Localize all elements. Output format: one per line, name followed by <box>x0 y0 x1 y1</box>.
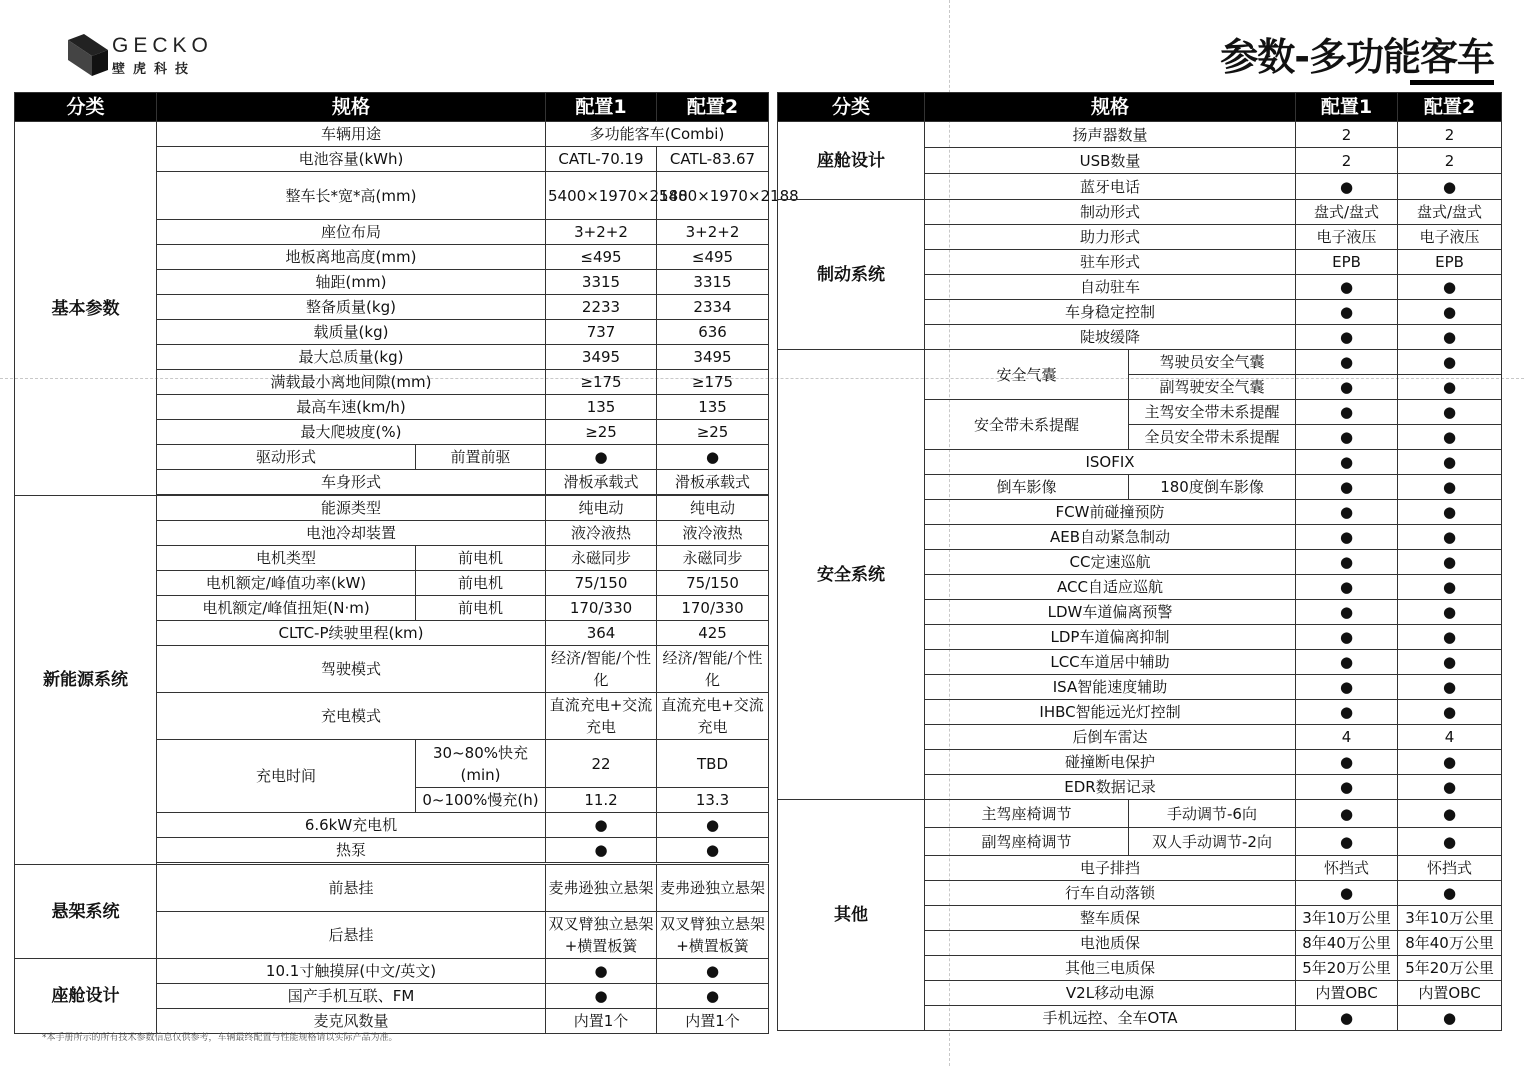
group-other: 其他 <box>778 800 925 1031</box>
cell-config1: 2 <box>1296 122 1398 148</box>
disclaimer-footnote: *本手册所示的所有技术参数信息仅供参考，车辆最终配置与性能规格请以实际产品为准。 <box>42 1033 398 1043</box>
dot-icon: ● <box>1296 500 1398 525</box>
dot-icon: ● <box>1296 828 1398 856</box>
cell-config1: 3315 <box>546 270 657 295</box>
cell-config1: 135 <box>546 395 657 420</box>
group-cabin-design: 座舱设计 <box>778 122 925 200</box>
dot-icon: ● <box>1296 450 1398 475</box>
dot-icon: ● <box>1296 625 1398 650</box>
dot-icon: ● <box>546 984 657 1009</box>
cell-config2: 2334 <box>657 295 769 320</box>
row-label: 国产手机互联、FM <box>157 984 546 1009</box>
cell-config1: 永磁同步 <box>546 546 657 571</box>
row-label: 电池容量(kWh) <box>157 147 546 172</box>
dot-icon: ● <box>657 445 769 470</box>
cell-config1: 8年40万公里 <box>1296 931 1398 956</box>
dot-icon: ● <box>1296 174 1398 200</box>
dot-icon: ● <box>1398 881 1502 906</box>
header-config2: 配置2 <box>657 93 769 122</box>
dot-icon: ● <box>1398 550 1502 575</box>
group-brake-system: 制动系统 <box>778 200 925 350</box>
group-ev-system: 新能源系统 <box>15 496 157 865</box>
cell-config2: ≤495 <box>657 245 769 270</box>
row-sublabel: 前置前驱 <box>416 445 546 470</box>
row-label: 最大爬坡度(%) <box>157 420 546 445</box>
dot-icon: ● <box>1398 575 1502 600</box>
dot-icon: ● <box>1398 400 1502 425</box>
cell-config2: 636 <box>657 320 769 345</box>
cell-config2: 135 <box>657 395 769 420</box>
row-label: 其他三电质保 <box>925 956 1296 981</box>
dot-icon: ● <box>1296 350 1398 375</box>
header-config1: 配置1 <box>546 93 657 122</box>
cell-config1: 22 <box>546 740 657 788</box>
row-label: 电机类型 <box>157 546 416 571</box>
row-label: 主驾座椅调节 <box>925 800 1129 828</box>
cell-config2: 2 <box>1398 122 1502 148</box>
row-label: 驱动形式 <box>157 445 416 470</box>
cell-config2: 5年20万公里 <box>1398 956 1502 981</box>
dot-icon: ● <box>1398 450 1502 475</box>
row-label: 助力形式 <box>925 225 1296 250</box>
row-label: LDW车道偏离预警 <box>925 600 1296 625</box>
dot-icon: ● <box>1296 475 1398 500</box>
row-label: 前悬挂 <box>157 865 546 912</box>
row-label: 最大总质量(kg) <box>157 345 546 370</box>
dot-icon: ● <box>657 813 769 838</box>
row-label: 后悬挂 <box>157 912 546 959</box>
dot-icon: ● <box>1296 400 1398 425</box>
row-label: 扬声器数量 <box>925 122 1296 148</box>
row-label: 手机远控、全车OTA <box>925 1006 1296 1031</box>
row-label: 充电时间 <box>157 740 416 813</box>
dot-icon: ● <box>1398 828 1502 856</box>
row-label: 充电模式 <box>157 693 546 740</box>
cell-config2: 3+2+2 <box>657 220 769 245</box>
table-header <box>778 93 1502 122</box>
group-safety-system: 安全系统 <box>778 350 925 800</box>
dot-icon: ● <box>1296 375 1398 400</box>
cell-config2: 4 <box>1398 725 1502 750</box>
row-label: 最高车速(km/h) <box>157 395 546 420</box>
cell-config1: 5年20万公里 <box>1296 956 1398 981</box>
cell-config2: 170/330 <box>657 596 769 621</box>
dot-icon: ● <box>1296 550 1398 575</box>
dot-icon: ● <box>1398 700 1502 725</box>
row-label: 制动形式 <box>925 200 1296 225</box>
dot-icon: ● <box>1296 525 1398 550</box>
cell-config1: 75/150 <box>546 571 657 596</box>
dot-icon: ● <box>1398 300 1502 325</box>
group-basic-params: 基本参数 <box>15 122 157 496</box>
row-label: 行车自动落锁 <box>925 881 1296 906</box>
cell-config2: 13.3 <box>657 788 769 813</box>
row-label: 车身形式 <box>157 470 546 495</box>
row-sublabel: 0~100%慢充(h) <box>416 788 546 813</box>
cell-config1: 2 <box>1296 148 1398 174</box>
dot-icon: ● <box>1398 325 1502 350</box>
row-label: ACC自适应巡航 <box>925 575 1296 600</box>
dot-icon: ● <box>1296 800 1398 828</box>
table-row <box>778 350 1502 375</box>
row-label: 车身稳定控制 <box>925 300 1296 325</box>
dot-icon: ● <box>1398 1006 1502 1031</box>
cell-config1: 364 <box>546 621 657 646</box>
dot-icon: ● <box>546 813 657 838</box>
row-sublabel: 驾驶员安全气囊 <box>1129 350 1296 375</box>
cell-config2: 电子液压 <box>1398 225 1502 250</box>
cell-config2: 425 <box>657 621 769 646</box>
cell-config2: EPB <box>1398 250 1502 275</box>
row-label: 车辆用途 <box>157 122 546 147</box>
dot-icon: ● <box>1296 600 1398 625</box>
row-sublabel: 前电机 <box>416 546 546 571</box>
cell-config1: 滑板承载式 <box>546 470 657 495</box>
dot-icon: ● <box>1398 750 1502 775</box>
row-label: 安全带未系提醒 <box>925 400 1129 450</box>
row-label: 电池冷却装置 <box>157 521 546 546</box>
row-label: LCC车道居中辅助 <box>925 650 1296 675</box>
dot-icon: ● <box>1296 1006 1398 1031</box>
dot-icon: ● <box>1296 275 1398 300</box>
cell-config1: 3495 <box>546 345 657 370</box>
cell-config1: 11.2 <box>546 788 657 813</box>
dot-icon: ● <box>1296 325 1398 350</box>
row-label: 载质量(kg) <box>157 320 546 345</box>
cell-config1: ≤495 <box>546 245 657 270</box>
row-label: 倒车影像 <box>925 475 1129 500</box>
cell-config2: TBD <box>657 740 769 788</box>
row-label: 电子排挡 <box>925 856 1296 881</box>
row-sublabel: 双人手动调节-2向 <box>1129 828 1296 856</box>
dot-icon: ● <box>1398 675 1502 700</box>
cell-config2: 永磁同步 <box>657 546 769 571</box>
dot-icon: ● <box>546 838 657 863</box>
cell-config2: ≥25 <box>657 420 769 445</box>
row-label: FCW前碰撞预防 <box>925 500 1296 525</box>
cell-config1: ≥25 <box>546 420 657 445</box>
table-row <box>778 800 1502 828</box>
row-label: V2L移动电源 <box>925 981 1296 1006</box>
cell-config2: 怀挡式 <box>1398 856 1502 881</box>
dot-icon: ● <box>1296 881 1398 906</box>
row-label: 10.1寸触摸屏(中文/英文) <box>157 959 546 984</box>
dot-icon: ● <box>1296 775 1398 800</box>
cell-config1: 经济/智能/个性化 <box>546 646 657 693</box>
row-label: 自动驻车 <box>925 275 1296 300</box>
header-spec: 规格 <box>925 93 1296 122</box>
left-spec-table <box>14 92 799 1034</box>
dot-icon: ● <box>657 838 769 863</box>
row-sublabel: 手动调节-6向 <box>1129 800 1296 828</box>
row-sublabel: 30~80%快充(min) <box>416 740 546 788</box>
dot-icon: ● <box>657 984 769 1009</box>
group-suspension: 悬架系统 <box>15 865 157 959</box>
cell-config2: 3315 <box>657 270 769 295</box>
cell-config1: CATL-70.19 <box>546 147 657 172</box>
right-spec-table <box>777 92 1502 1031</box>
row-label: 驾驶模式 <box>157 646 546 693</box>
row-label: 副驾座椅调节 <box>925 828 1129 856</box>
row-label: 整车质保 <box>925 906 1296 931</box>
title-underline <box>1410 80 1494 85</box>
dot-icon: ● <box>1398 775 1502 800</box>
cell-config2: 经济/智能/个性化 <box>657 646 769 693</box>
row-label: LDP车道偏离抑制 <box>925 625 1296 650</box>
header-config1: 配置1 <box>1296 93 1398 122</box>
dot-icon: ● <box>1398 350 1502 375</box>
dot-icon: ● <box>1398 625 1502 650</box>
row-label: 电机额定/峰值扭矩(N·m) <box>157 596 416 621</box>
row-sublabel: 主驾安全带未系提醒 <box>1129 400 1296 425</box>
cell-config1: 内置1个 <box>546 1009 657 1034</box>
cell-config2: 麦弗逊独立悬架 <box>657 865 769 912</box>
row-label: 座位布局 <box>157 220 546 245</box>
row-label: ISOFIX <box>925 450 1296 475</box>
row-label: USB数量 <box>925 148 1296 174</box>
dot-icon: ● <box>1296 300 1398 325</box>
row-label: 能源类型 <box>157 496 546 521</box>
cell-config1: 737 <box>546 320 657 345</box>
cell-config2: 8年40万公里 <box>1398 931 1502 956</box>
cell-config2: 2 <box>1398 148 1502 174</box>
row-label: IHBC智能远光灯控制 <box>925 700 1296 725</box>
dot-icon: ● <box>1296 700 1398 725</box>
dot-icon: ● <box>1398 375 1502 400</box>
cell-config1: 纯电动 <box>546 496 657 521</box>
table-row <box>778 200 1502 225</box>
row-label: 热泵 <box>157 838 546 863</box>
cell-config2: 盘式/盘式 <box>1398 200 1502 225</box>
row-label: 陡坡缓降 <box>925 325 1296 350</box>
gecko-logo-icon <box>68 34 108 76</box>
cell-config1: 3+2+2 <box>546 220 657 245</box>
page-title: 参数-多功能客车 <box>1220 35 1494 79</box>
row-sublabel: 前电机 <box>416 596 546 621</box>
cell-config2: 内置1个 <box>657 1009 769 1034</box>
dot-icon: ● <box>546 959 657 984</box>
cell-config2: CATL-83.67 <box>657 147 769 172</box>
table-row <box>15 865 769 912</box>
table-row <box>15 496 769 521</box>
cell-config2: 3年10万公里 <box>1398 906 1502 931</box>
row-label: AEB自动紧急制动 <box>925 525 1296 550</box>
cell-config1: 4 <box>1296 725 1398 750</box>
row-label: ISA智能速度辅助 <box>925 675 1296 700</box>
row-label: CLTC-P续驶里程(km) <box>157 621 546 646</box>
cell-config1: 麦弗逊独立悬架 <box>546 865 657 912</box>
cell-config1: 2233 <box>546 295 657 320</box>
dot-icon: ● <box>1398 475 1502 500</box>
row-label: 轴距(mm) <box>157 270 546 295</box>
cell-config2: 纯电动 <box>657 496 769 521</box>
table-header <box>15 93 769 122</box>
row-sublabel: 全员安全带未系提醒 <box>1129 425 1296 450</box>
cell-config1: 电子液压 <box>1296 225 1398 250</box>
header-category: 分类 <box>15 93 157 122</box>
cell-config2: 滑板承载式 <box>657 470 769 495</box>
cell-config2: 5400×1970×2188 <box>657 172 769 220</box>
cell-config1: 直流充电+交流充电 <box>546 693 657 740</box>
table-row <box>15 959 769 984</box>
row-sublabel: 前电机 <box>416 571 546 596</box>
cell-config2: 75/150 <box>657 571 769 596</box>
row-sublabel: 180度倒车影像 <box>1129 475 1296 500</box>
header-config2: 配置2 <box>1398 93 1502 122</box>
row-label: 电池质保 <box>925 931 1296 956</box>
row-label: 碰撞断电保护 <box>925 750 1296 775</box>
dot-icon: ● <box>1296 675 1398 700</box>
dot-icon: ● <box>1398 425 1502 450</box>
cell-config1: ≥175 <box>546 370 657 395</box>
row-label: 后倒车雷达 <box>925 725 1296 750</box>
row-label: CC定速巡航 <box>925 550 1296 575</box>
dot-icon: ● <box>1398 525 1502 550</box>
cell-config2: 内置OBC <box>1398 981 1502 1006</box>
brand-name-en: GECKO <box>112 34 213 57</box>
cell-value: 多功能客车(Combi) <box>546 122 769 147</box>
cell-config1: 怀挡式 <box>1296 856 1398 881</box>
cell-config1: 170/330 <box>546 596 657 621</box>
cell-config1: 内置OBC <box>1296 981 1398 1006</box>
dot-icon: ● <box>1398 500 1502 525</box>
cell-config2: ≥175 <box>657 370 769 395</box>
row-label: 驻车形式 <box>925 250 1296 275</box>
group-cabin-design: 座舱设计 <box>15 959 157 1034</box>
dot-icon: ● <box>1398 174 1502 200</box>
table-row <box>15 122 769 147</box>
row-label: 6.6kW充电机 <box>157 813 546 838</box>
row-label: 蓝牙电话 <box>925 174 1296 200</box>
row-label: EDR数据记录 <box>925 775 1296 800</box>
brand-name-cn: 壁虎科技 <box>112 62 197 77</box>
dot-icon: ● <box>1296 425 1398 450</box>
dot-icon: ● <box>1296 750 1398 775</box>
dot-icon: ● <box>546 445 657 470</box>
row-label: 安全气囊 <box>925 350 1129 400</box>
dot-icon: ● <box>1398 650 1502 675</box>
dot-icon: ● <box>1296 575 1398 600</box>
header-spec: 规格 <box>157 93 546 122</box>
cell-config1: 3年10万公里 <box>1296 906 1398 931</box>
cell-config2: 液冷液热 <box>657 521 769 546</box>
row-sublabel: 副驾驶安全气囊 <box>1129 375 1296 400</box>
cell-config2: 3495 <box>657 345 769 370</box>
cell-config1: 双叉臂独立悬架+横置板簧 <box>546 912 657 959</box>
dot-icon: ● <box>1398 600 1502 625</box>
header-category: 分类 <box>778 93 925 122</box>
dot-icon: ● <box>1398 275 1502 300</box>
row-label: 麦克风数量 <box>157 1009 546 1034</box>
row-label: 地板离地高度(mm) <box>157 245 546 270</box>
row-label: 电机额定/峰值功率(kW) <box>157 571 416 596</box>
row-label: 满载最小离地间隙(mm) <box>157 370 546 395</box>
row-label: 整备质量(kg) <box>157 295 546 320</box>
dot-icon: ● <box>1398 800 1502 828</box>
cell-config2: 双叉臂独立悬架+横置板簧 <box>657 912 769 959</box>
cell-config1: EPB <box>1296 250 1398 275</box>
cell-config2: 直流充电+交流充电 <box>657 693 769 740</box>
cell-config1: 盘式/盘式 <box>1296 200 1398 225</box>
row-label: 整车长*宽*高(mm) <box>157 172 546 220</box>
table-row <box>778 122 1502 148</box>
cell-config1: 液冷液热 <box>546 521 657 546</box>
dot-icon: ● <box>657 959 769 984</box>
dot-icon: ● <box>1296 650 1398 675</box>
cell-config1: 5400×1970×2188 <box>546 172 657 220</box>
